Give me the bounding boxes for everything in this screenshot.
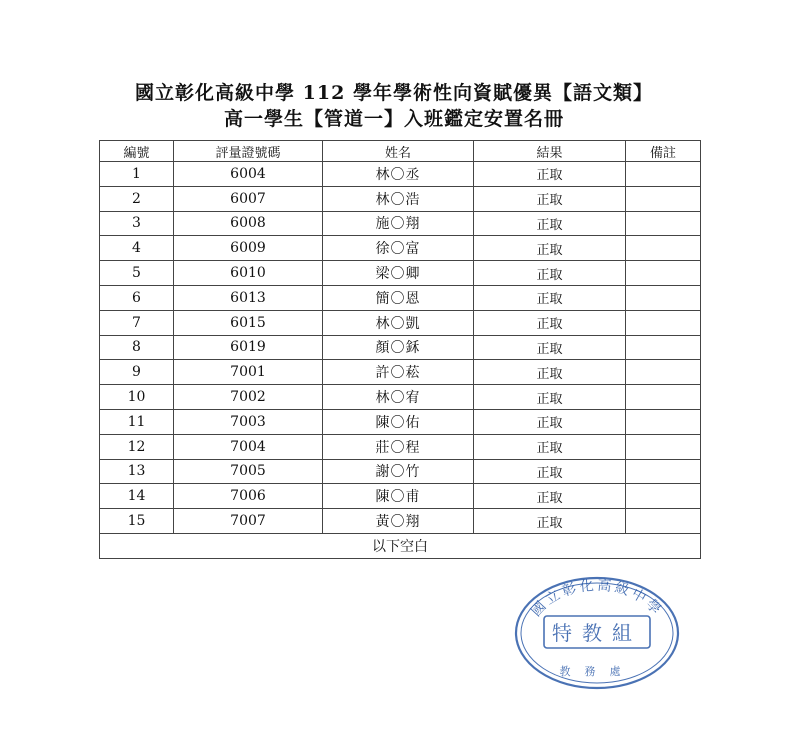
stamp-office-name: 教務處 [559,665,635,678]
cell-number: 11 [100,409,174,434]
table-row [100,459,701,484]
cell-exam-id: 6019 [174,335,323,360]
cell-result: 正取 [474,484,626,509]
table-row [100,409,701,434]
cell-note [626,186,701,211]
cell-exam-id: 7005 [174,459,323,484]
cell-note [626,459,701,484]
cell-result: 正取 [474,509,626,534]
cell-number: 15 [100,509,174,534]
cell-exam-id: 6008 [174,211,323,236]
cell-result: 正取 [474,360,626,385]
column-header-name: 姓名 [323,141,474,162]
cell-result: 正取 [474,409,626,434]
cell-exam-id: 7007 [174,509,323,534]
table-row [100,310,701,335]
placement-roster-table [99,140,701,559]
cell-exam-id: 6015 [174,310,323,335]
table-row [100,434,701,459]
cell-note [626,360,701,385]
cell-note [626,236,701,261]
cell-number: 12 [100,434,174,459]
column-header-result: 結果 [474,141,626,162]
column-header-number: 編號 [100,141,174,162]
cell-name: 陳〇甫 [323,484,474,509]
table-row [100,211,701,236]
cell-note [626,335,701,360]
table-row [100,335,701,360]
cell-note [626,261,701,286]
cell-note [626,211,701,236]
stamp-unit-name: 特教組 [552,621,642,645]
cell-exam-id: 7003 [174,409,323,434]
cell-number: 1 [100,162,174,187]
cell-name: 林〇丞 [323,162,474,187]
cell-result: 正取 [474,186,626,211]
cell-number: 8 [100,335,174,360]
cell-note [626,509,701,534]
cell-number: 2 [100,186,174,211]
table-row [100,385,701,410]
cell-number: 13 [100,459,174,484]
cell-result: 正取 [474,236,626,261]
cell-number: 6 [100,285,174,310]
cell-exam-id: 7006 [174,484,323,509]
cell-number: 10 [100,385,174,410]
cell-note [626,385,701,410]
cell-number: 3 [100,211,174,236]
cell-exam-id: 7001 [174,360,323,385]
cell-name: 陳〇佑 [323,409,474,434]
column-header-note: 備註 [626,141,701,162]
table-header-row [100,141,701,162]
cell-result: 正取 [474,162,626,187]
table-row [100,162,701,187]
cell-result: 正取 [474,261,626,286]
cell-exam-id: 6013 [174,285,323,310]
cell-note [626,285,701,310]
stamp-school-name: 國立彰化高級中學 [528,577,666,620]
end-of-list-note: 以下空白 [100,533,701,558]
cell-exam-id: 7004 [174,434,323,459]
table-row [100,509,701,534]
cell-name: 施〇翔 [323,211,474,236]
cell-name: 林〇浩 [323,186,474,211]
cell-name: 林〇宥 [323,385,474,410]
cell-name: 梁〇卿 [323,261,474,286]
cell-exam-id: 6007 [174,186,323,211]
cell-note [626,434,701,459]
cell-name: 謝〇竹 [323,459,474,484]
cell-name: 顏〇鉌 [323,335,474,360]
cell-name: 許〇菘 [323,360,474,385]
cell-number: 14 [100,484,174,509]
cell-name: 林〇凱 [323,310,474,335]
cell-number: 9 [100,360,174,385]
column-header-exam-id: 評量證號碼 [174,141,323,162]
cell-result: 正取 [474,459,626,484]
cell-result: 正取 [474,285,626,310]
cell-name: 黃〇翔 [323,509,474,534]
table-row [100,236,701,261]
document-title-line2: 高一學生【管道一】入班鑑定安置名冊 [223,108,564,130]
cell-number: 7 [100,310,174,335]
table-row [100,360,701,385]
official-seal-stamp [512,574,682,692]
cell-result: 正取 [474,335,626,360]
cell-result: 正取 [474,310,626,335]
cell-note [626,409,701,434]
table-footer-row [100,533,701,558]
table-row [100,484,701,509]
cell-note [626,162,701,187]
table-row [100,285,701,310]
cell-exam-id: 7002 [174,385,323,410]
cell-result: 正取 [474,385,626,410]
cell-note [626,484,701,509]
cell-exam-id: 6009 [174,236,323,261]
cell-name: 徐〇富 [323,236,474,261]
cell-name: 簡〇恩 [323,285,474,310]
cell-note [626,310,701,335]
cell-result: 正取 [474,434,626,459]
cell-result: 正取 [474,211,626,236]
cell-exam-id: 6010 [174,261,323,286]
table-row [100,261,701,286]
document-title-line1: 國立彰化高級中學 112 學年學術性向資賦優異【語文類】 [135,82,653,104]
table-row [100,186,701,211]
cell-exam-id: 6004 [174,162,323,187]
cell-number: 5 [100,261,174,286]
cell-name: 莊〇程 [323,434,474,459]
cell-number: 4 [100,236,174,261]
